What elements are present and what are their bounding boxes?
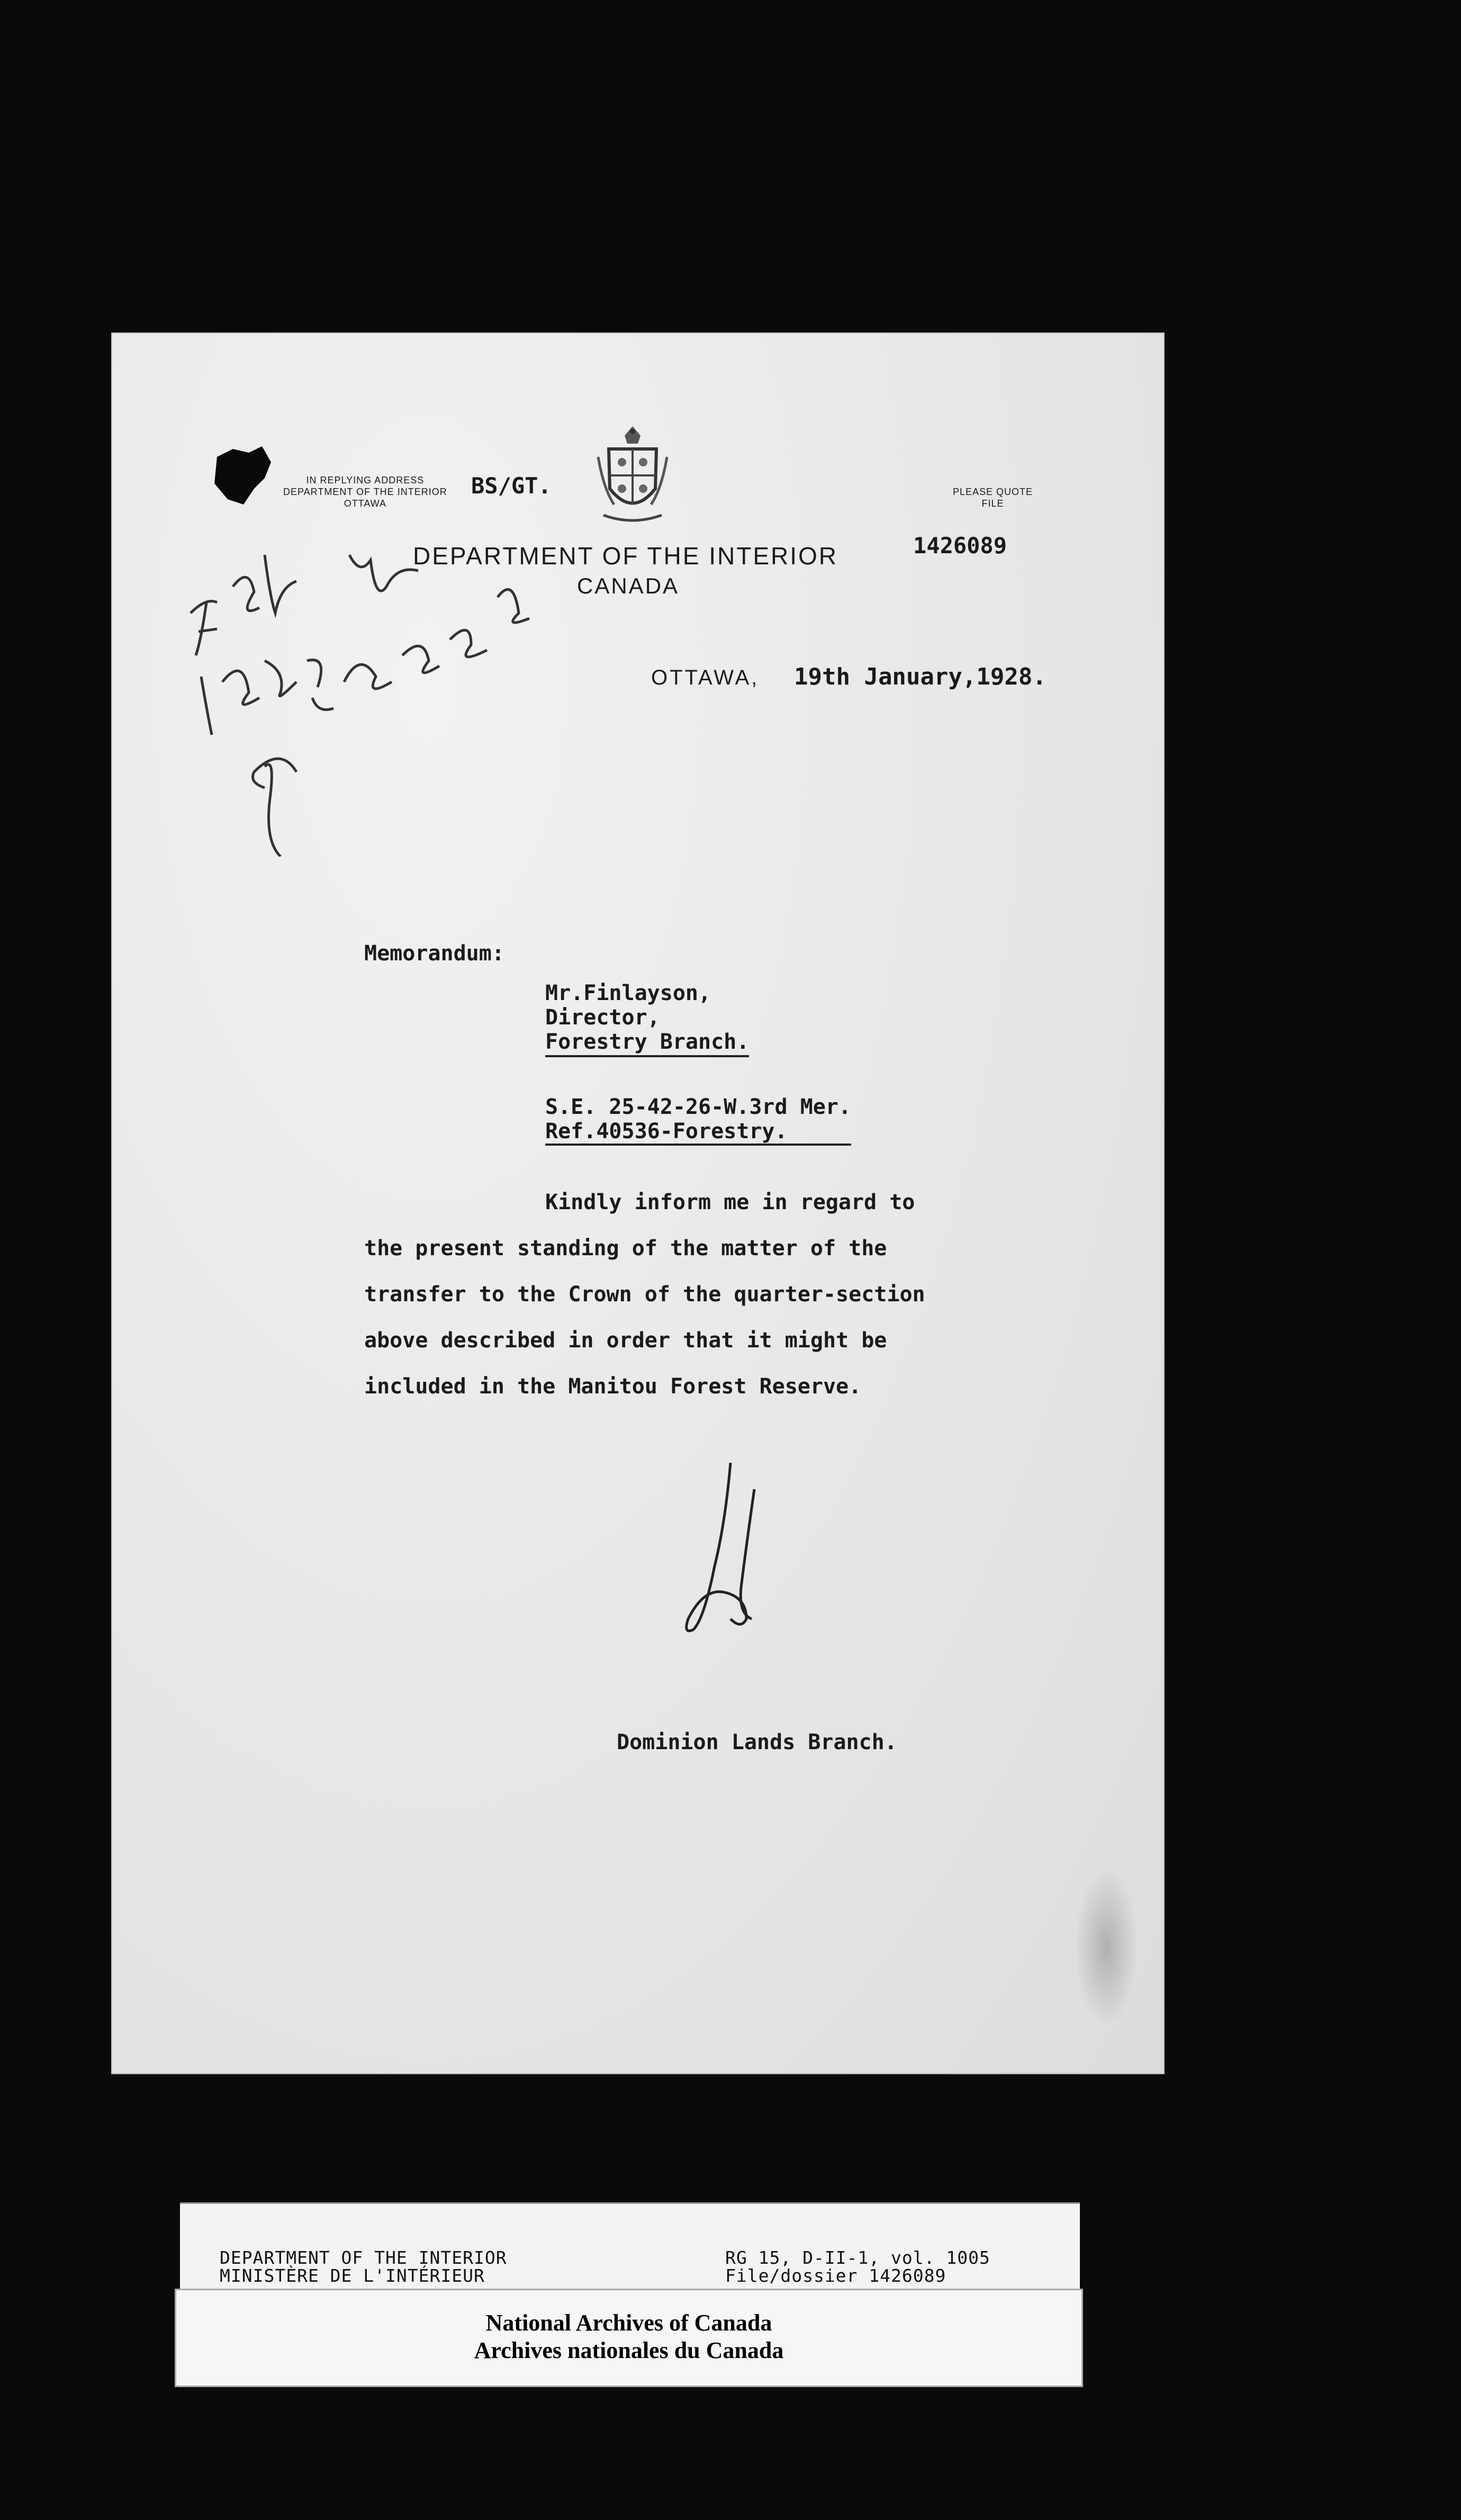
subject-block xyxy=(545,1095,851,1146)
please-quote-label xyxy=(953,486,1033,509)
archive-reference: RG 15, D-II-1, vol. 1005 xyxy=(725,2247,990,2268)
royal-coat-of-arms-emblem xyxy=(593,425,672,526)
signature-initials xyxy=(667,1460,773,1635)
addressee-title: Director, xyxy=(545,1005,660,1030)
please-quote-line-1: PLEASE QUOTE xyxy=(953,487,1033,497)
paper-stain xyxy=(1075,1868,1138,2027)
please-quote-line-2: FILE xyxy=(981,498,1004,509)
archives-name-strip xyxy=(175,2289,1083,2387)
department-title: DEPARTMENT OF THE INTERIOR xyxy=(413,542,838,570)
body-line-5: included in the Manitou Forest Reserve. xyxy=(364,1374,862,1399)
archive-file: File/dossier 1426089 xyxy=(725,2265,946,2286)
archives-name-en: National Archives of Canada xyxy=(485,2310,772,2336)
handwritten-annotation xyxy=(175,523,556,857)
addressee-block xyxy=(545,981,749,1054)
subject-reference: Ref.40536-Forestry. xyxy=(545,1119,788,1144)
memo-body xyxy=(364,1180,925,1410)
memo-heading: Memorandum: xyxy=(364,941,504,966)
reply-address-line-1: IN REPLYING ADDRESS xyxy=(306,475,425,485)
sender: Dominion Lands Branch. xyxy=(617,1730,897,1754)
body-line-2: the present standing of the matter of the xyxy=(364,1236,887,1261)
archive-dept-fr: MINISTÈRE DE L'INTÉRIEUR xyxy=(220,2265,485,2286)
addressee-branch: Forestry Branch. xyxy=(545,1030,749,1057)
body-line-3: transfer to the Crown of the quarter-section xyxy=(364,1282,925,1307)
archives-name-fr: Archives nationales du Canada xyxy=(474,2337,784,2363)
torn-hole xyxy=(212,446,273,510)
date-place: OTTAWA, xyxy=(651,666,760,689)
reply-address-line-3: OTTAWA xyxy=(344,498,387,509)
body-line-1: Kindly inform me in regard to xyxy=(545,1190,915,1214)
reply-address xyxy=(283,474,447,509)
initials: BS/GT. xyxy=(471,473,552,499)
file-number: 1426089 xyxy=(913,533,1007,559)
archive-reference-strip xyxy=(180,2202,1080,2293)
body-line-4: above described in order that it might be xyxy=(364,1328,887,1353)
subject-land: S.E. 25-42-26-W.3rd Mer. xyxy=(545,1095,851,1119)
addressee-name: Mr.Finlayson, xyxy=(545,981,711,1005)
country-title: CANADA xyxy=(577,573,680,598)
reply-address-line-2: DEPARTMENT OF THE INTERIOR xyxy=(283,487,447,497)
archive-dept-en: DEPARTMENT OF THE INTERIOR xyxy=(220,2247,507,2268)
memo-page xyxy=(111,332,1165,2074)
date-text: 19th January,1928. xyxy=(794,663,1047,690)
